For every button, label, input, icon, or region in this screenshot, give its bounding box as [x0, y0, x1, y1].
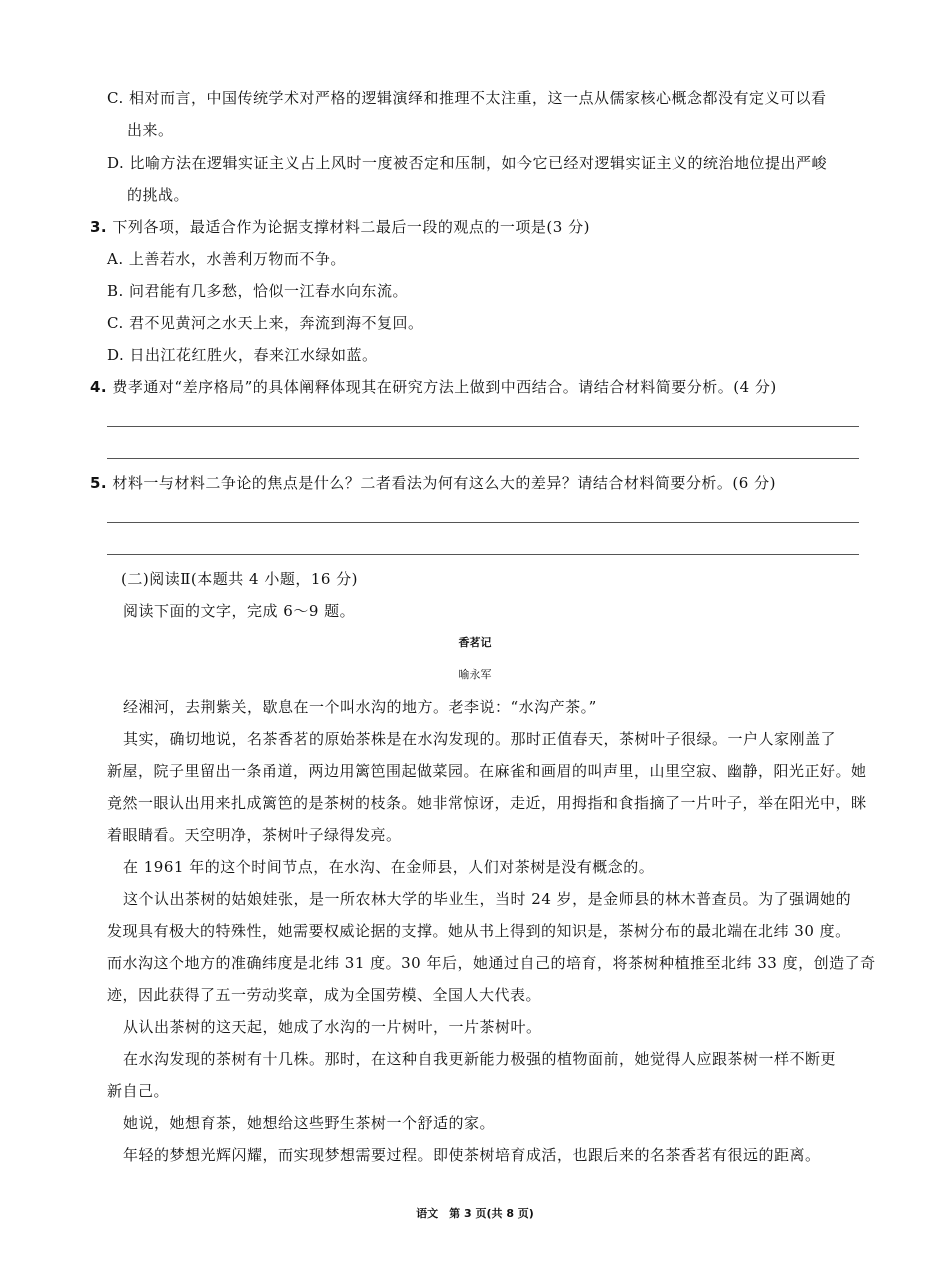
q5-answer-line-2[interactable]: [107, 554, 859, 555]
article-title: 香茗记: [458, 636, 492, 649]
q4-answer-line-2[interactable]: [107, 458, 859, 459]
article-paragraph-2-line-2: 新屋，院子里留出一条甬道，两边用篱笆围起做菜园。在麻雀和画眉的叫声里，山里空寂、幽静，阳光正好。她: [107, 762, 867, 780]
article-paragraph-4-line-3: 而水沟这个地方的准确纬度是北纬 31 度。30 年后，她通过自己的培育，将茶树种植推至北纬 33 度，创造了奇: [107, 954, 876, 972]
article-paragraph-4-line-4: 迹，因此获得了五一劳动奖章，成为全国劳模、全国人大代表。: [107, 986, 542, 1004]
article-paragraph-4-line-1: 这个认出茶树的姑娘娃张，是一所农林大学的毕业生，当时 24 岁，是金师县的林木普查员。为了强调她的: [123, 890, 852, 908]
section2-instruction: 阅读下面的文字，完成 6～9 题。: [123, 602, 356, 620]
article-paragraph-5: 从认出茶树的这天起，她成了水沟的一片树叶，一片茶树叶。: [123, 1018, 542, 1036]
page-footer: 语文 第 3 页(共 8 页): [416, 1207, 534, 1220]
q3-option-b: B. 问君能有几多愁，恰似一江春水向东流。: [107, 282, 409, 300]
article-paragraph-2-line-3: 竟然一眼认出用来扎成篱笆的是茶树的枝条。她非常惊讶，走近，用拇指和食指摘了一片叶子，举在阳光中，眯: [107, 794, 867, 812]
q4-stem: 费孝通对“差序格局”的具体阐释体现其在研究方法上做到中西结合。请结合材料简要分析。(4 分): [112, 378, 777, 396]
q3-option-c: C. 君不见黄河之水天上来，奔流到海不复回。: [107, 314, 424, 332]
q3-option-a: A. 上善若水，水善利万物而不争。: [107, 250, 346, 268]
article-paragraph-6-line-2: 新自己。: [107, 1082, 170, 1100]
q4-stem-row: [90, 377, 777, 397]
article-paragraph-3: 在 1961 年的这个时间节点，在水沟、在金师县，人们对茶树是没有概念的。: [123, 858, 655, 876]
q3-stem-row: [90, 217, 590, 237]
article-paragraph-6-line-1: 在水沟发现的茶树有十几株。那时，在这种自我更新能力极强的植物面前，她觉得人应跟茶树一样不断更: [123, 1050, 837, 1068]
q4-answer-line-1[interactable]: [107, 426, 859, 427]
q3-stem: 下列各项，最适合作为论据支撑材料二最后一段的观点的一项是(3 分): [112, 218, 590, 236]
article-paragraph-2-line-4: 着眼睛看。天空明净，茶树叶子绿得发亮。: [107, 826, 402, 844]
q5-stem: 材料一与材料二争论的焦点是什么？二者看法为何有这么大的差异？请结合材料简要分析。(6 分): [112, 474, 776, 492]
q3-option-d: D. 日出江花红胜火，春来江水绿如蓝。: [107, 346, 378, 364]
article-author: 喻永军: [458, 668, 492, 681]
q4-number: 4.: [90, 378, 108, 396]
q5-answer-line-1[interactable]: [107, 522, 859, 523]
article-paragraph-7: 她说，她想育茶，她想给这些野生茶树一个舒适的家。: [123, 1114, 496, 1132]
article-paragraph-2-line-1: 其实，确切地说，名茶香茗的原始茶株是在水沟发现的。那时正值春天，茶树叶子很绿。一户人家刚盖了: [123, 730, 837, 748]
article-paragraph-8: 年轻的梦想光辉闪耀，而实现梦想需要过程。即使茶树培育成活，也跟后来的名茶香茗有很远的距离。: [123, 1146, 821, 1164]
q2-option-c-line1: C. 相对而言，中国传统学术对严格的逻辑演绎和推理不太注重，这一点从儒家核心概念都没有定义可以看: [107, 89, 827, 107]
q2-option-d-line2: 的挑战。: [127, 186, 190, 204]
q5-stem-row: [90, 473, 776, 493]
q2-option-d-line1: D. 比喻方法在逻辑实证主义占上风时一度被否定和压制，如今它已经对逻辑实证主义的统治地位提出严峻: [107, 154, 828, 172]
section2-heading: (二)阅读Ⅱ(本题共 4 小题，16 分): [121, 570, 359, 588]
q5-number: 5.: [90, 474, 108, 492]
q2-option-c-line2: 出来。: [127, 121, 174, 139]
q3-number: 3.: [90, 218, 108, 236]
article-paragraph-1: 经湘河，去荆紫关，歇息在一个叫水沟的地方。老李说：“水沟产茶。”: [123, 698, 597, 716]
article-paragraph-4-line-2: 发现具有极大的特殊性，她需要权威论据的支撑。她从书上得到的知识是，茶树分布的最北端在北纬 30 度。: [107, 922, 851, 940]
